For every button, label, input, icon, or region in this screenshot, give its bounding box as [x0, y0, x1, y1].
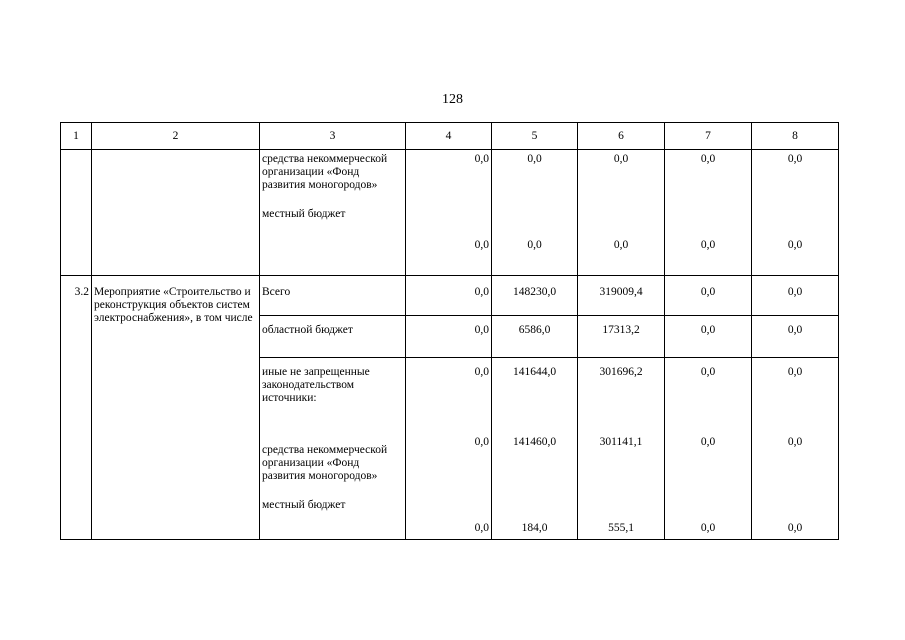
value: 0,0 [787, 239, 803, 251]
value-cell: 0,0 [665, 276, 752, 316]
value: 141644,0 [512, 366, 557, 378]
funding-source-cell [260, 358, 406, 540]
header-cell: 7 [665, 123, 752, 150]
value: 141460,0 [512, 436, 557, 448]
value: 301696,2 [599, 366, 643, 378]
continuation-row [61, 150, 839, 276]
value-cell [665, 358, 752, 540]
header-cell: 3 [260, 123, 406, 150]
value: 0,0 [613, 239, 629, 251]
item-row-total [61, 276, 839, 316]
value: 0,0 [474, 522, 489, 534]
header-cell: 1 [61, 123, 92, 150]
value-cell [578, 358, 665, 540]
value-cell [406, 358, 492, 540]
value-cell [578, 150, 665, 276]
value: 0,0 [700, 522, 716, 534]
funding-source: средства некоммерческой организации «Фонд развития моногородов» [262, 444, 388, 482]
value: 0,0 [700, 436, 716, 448]
header-cell: 5 [492, 123, 578, 150]
funding-source: местный бюджет [262, 208, 346, 220]
header-cell: 6 [578, 123, 665, 150]
value: 0,0 [787, 153, 803, 165]
value: 555,1 [608, 522, 634, 534]
header-cell: 8 [752, 123, 839, 150]
value: 184,0 [521, 522, 548, 534]
value-cell [665, 150, 752, 276]
value: 0,0 [474, 239, 489, 251]
empty-cell [61, 150, 92, 276]
budget-table [60, 122, 839, 540]
value: 0,0 [613, 153, 629, 165]
funding-source: иные не запрещенные законодательством источники: [262, 366, 370, 404]
value-cell: 319009,4 [578, 276, 665, 316]
value-cell: 17313,2 [578, 316, 665, 358]
value-cell: 0,0 [752, 276, 839, 316]
header-cell: 2 [92, 123, 260, 150]
header-cell: 4 [406, 123, 492, 150]
value-cell: 0,0 [406, 276, 492, 316]
value-cell [752, 150, 839, 276]
value: 0,0 [787, 522, 803, 534]
funding-source: областной бюджет [260, 316, 406, 358]
value-cell: 0,0 [665, 316, 752, 358]
value: 0,0 [474, 366, 489, 378]
value: 0,0 [474, 436, 489, 448]
funding-source: Всего [260, 276, 406, 316]
value-cell: 0,0 [406, 316, 492, 358]
value: 0,0 [700, 366, 716, 378]
value: 0,0 [527, 153, 542, 165]
value-cell: 0,0 [752, 316, 839, 358]
funding-source-cell [260, 150, 406, 276]
value: 0,0 [527, 239, 542, 251]
value-cell [492, 358, 578, 540]
item-number: 3.2 [61, 276, 92, 540]
value-cell: 6586,0 [492, 316, 578, 358]
value: 0,0 [700, 153, 716, 165]
funding-source: местный бюджет [262, 499, 346, 511]
header-row [61, 123, 839, 150]
value-cell [752, 358, 839, 540]
item-name: Мероприятие «Строительство и реконструкция объектов систем электроснабжения», в том числе [92, 276, 260, 540]
value: 0,0 [787, 436, 803, 448]
value: 0,0 [474, 153, 489, 165]
value: 301141,1 [599, 436, 643, 448]
value-cell [492, 150, 578, 276]
page-number: 128 [442, 92, 463, 107]
empty-cell [92, 150, 260, 276]
funding-source: средства некоммерческой организации «Фонд развития моногородов» [262, 153, 388, 191]
value-cell [406, 150, 492, 276]
value-cell: 148230,0 [492, 276, 578, 316]
value: 0,0 [700, 239, 716, 251]
value: 0,0 [787, 366, 803, 378]
